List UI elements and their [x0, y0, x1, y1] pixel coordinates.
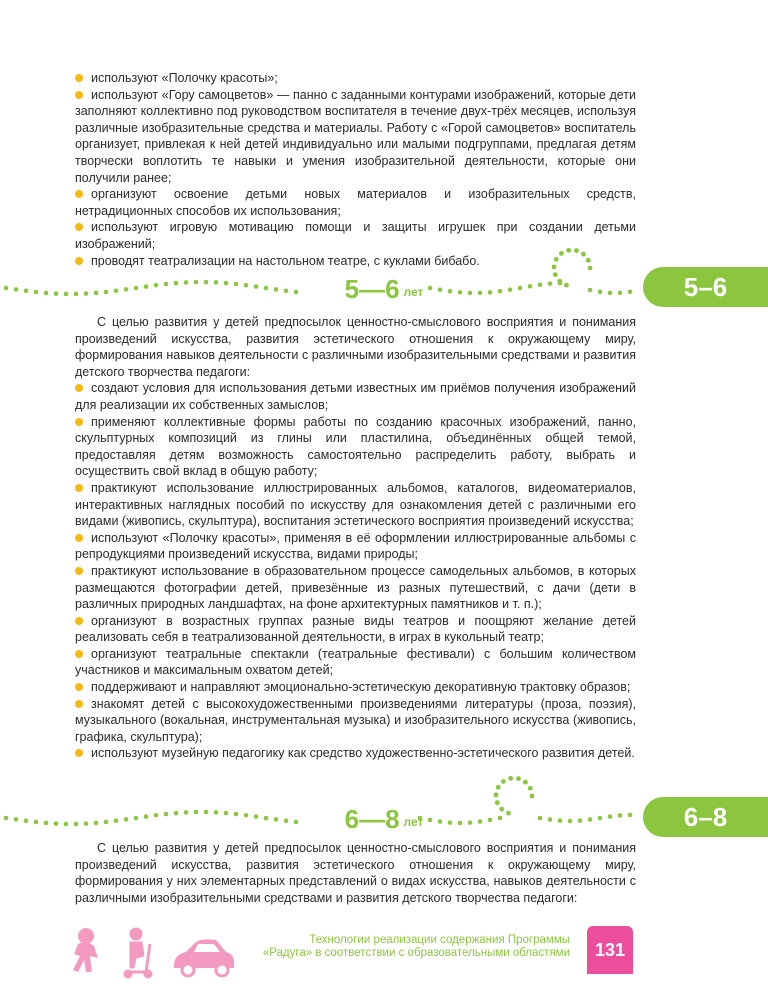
- section-6-8-title-number: 6—8: [344, 804, 400, 834]
- list-item: [75, 613, 636, 646]
- list-item: [75, 696, 636, 746]
- section-5-6-intro: С целью развития у детей предпосылок ценностно-смыслового восприятия и понимания произведений искусства, развития эстетического отношения к окружающему миру, формирования навыков деятельности с различными изобразительными средствами и развития детского творчества педагоги:: [75, 315, 636, 379]
- bullet-dot-icon: [75, 749, 83, 757]
- list-item-text: применяют коллективные формы работы по созданию красочных изображений, панно, скульптурных композиций из глины или пластилина, объединённых общей темой, предоставляя детям возможность самостоятельно распределить работу, выбрать и осуществить свой вклад в общую работу;: [75, 414, 636, 479]
- footer-illustrations: [70, 924, 240, 985]
- decoration-dot: [588, 266, 593, 271]
- section-6-8-intro: С целью развития у детей предпосылок ценностно-смыслового восприятия и понимания произведений искусства, развития эстетического отношения к окружающему миру, формирования у них элементарных представлений о видах искусства, навыков деятельности с различными изобразительными средствами и развития детского творчества педагоги:: [75, 841, 636, 905]
- list-item: [75, 646, 636, 679]
- list-item: [75, 679, 636, 696]
- list-item-text: используют «Гору самоцветов» — панно с заданными контурами изображений, которые дети заполняют коллективно под руководством воспитателя в течение двух-трёх месяцев, используя различные изобразительные средства и материалы. Работу с «Горой самоцветов» воспитатель организует, привлекая к ней детей индивидуально или малыми подгруппами, предлагая детям творчески воплотить те навыки и умения изобразительной деятельности, которые они получили ранее;: [75, 87, 636, 185]
- list-item-text: организуют освоение детьми новых материалов и изобразительных средств, нетрадиционных способов их использования;: [75, 187, 636, 218]
- decoration-dot: [508, 776, 513, 781]
- list-item-text: практикуют использование в образовательном процессе самодельных альбомов, в которых размещаются фотографии детей, привезённые из разных путешествий, с дачи (дети в различных природных ландшафтах, на фоне архитектурных памятников и т. п.);: [75, 563, 636, 612]
- bullet-dot-icon: [75, 700, 83, 708]
- decoration-dot: [528, 786, 533, 791]
- bullet-dot-icon: [75, 617, 83, 625]
- age-tab-6-8: 6–8: [643, 797, 768, 837]
- decoration-dot: [494, 792, 499, 797]
- footer-line-1: Технологии реализации содержания Программы: [309, 934, 570, 946]
- list-item-text: используют «Полочку красоты», применяя в её оформлении иллюстрированные альбомы с репродукциями произведений искусства, видами природы;: [75, 530, 636, 562]
- bullet-dot-icon: [75, 418, 83, 426]
- girl-figure-icon: [73, 928, 98, 972]
- list-item-text: организуют в возрастных группах разные виды театров и поощряют желание детей реализовать себя в театрализованной деятельности, в играх в кукольный театр;: [75, 613, 636, 645]
- list-item: [75, 380, 636, 413]
- decoration-dot: [501, 779, 506, 784]
- list-item: [75, 745, 636, 762]
- footer-running-title: [240, 934, 570, 960]
- page-number: 131: [587, 926, 633, 974]
- decoration-dot: [516, 776, 521, 781]
- decoration-dot: [586, 258, 591, 263]
- bullet-dot-icon: [75, 650, 83, 658]
- list-item-text: поддерживают и направляют эмоционально-эстетическую декоративную трактовку образов;: [91, 680, 631, 695]
- bullet-dot-icon: [75, 384, 83, 392]
- list-item-text: используют музейную педагогику как средство художественно-эстетического развития детей.: [91, 746, 635, 761]
- list-item: [75, 480, 636, 530]
- child-scooter-icon: [124, 928, 152, 978]
- decoration-dot: [530, 794, 535, 799]
- list-item-text: практикуют использование иллюстрированных альбомов, каталогов, видеоматериалов, интерактивных наглядных пособий по искусству для ознакомления детей с различными его видами (живопись, скульптура), воспитания эстетического восприятия произведений искусства;: [75, 480, 636, 529]
- decoration-dot: [581, 252, 586, 257]
- list-item-text: используют игровую мотивацию помощи и защиты игрушек при создании детьми изображений;: [75, 220, 636, 251]
- list-item-text: организуют театральные спектакли (театральные фестивали) с большим количеством участников и максимальным охватом детей;: [75, 646, 636, 678]
- section-6-8-body: [75, 840, 636, 906]
- decoration-dot: [559, 251, 564, 256]
- footer-line-2: «Радуга» в соответствии с образовательными областями: [262, 947, 570, 959]
- decoration-dot: [523, 780, 528, 785]
- decoration-dot: [552, 264, 557, 269]
- list-item: [75, 563, 636, 613]
- list-item-text: проводят театрализации на настольном театре, с куклами бибабо.: [91, 253, 480, 268]
- list-item: [75, 414, 636, 480]
- section-5-6-list: [75, 380, 636, 762]
- list-item-text: создают условия для использования детьми известных им приёмов получения изображений для реализации их собственных замыслов;: [75, 381, 636, 412]
- section-5-6-body: [75, 314, 636, 762]
- bullet-dot-icon: [75, 567, 83, 575]
- section-6-8-title-suffix: лет: [403, 815, 424, 829]
- bullet-dot-icon: [75, 484, 83, 492]
- car-icon: [174, 939, 234, 976]
- bullet-dot-icon: [75, 683, 83, 691]
- list-item: [75, 530, 636, 563]
- bullet-dot-icon: [75, 534, 83, 542]
- decoration-dot: [566, 248, 571, 253]
- decoration-dot: [554, 257, 559, 262]
- decoration-dot: [574, 248, 579, 253]
- age-tab-5-6: 5–6: [643, 267, 768, 307]
- decoration-dot: [496, 785, 501, 790]
- section-5-6-title-number: 5—6: [344, 274, 400, 304]
- section-5-6-title-suffix: лет: [403, 285, 424, 299]
- list-item-text: знакомят детей с высокохудожественными произведениями литературы (проза, поэзия), музыкального (вокальная, инструментальная музыка) и изобразительного искусства (живопись, графика, скульптура);: [75, 696, 636, 744]
- list-item-text: используют «Полочку красоты»;: [91, 71, 278, 85]
